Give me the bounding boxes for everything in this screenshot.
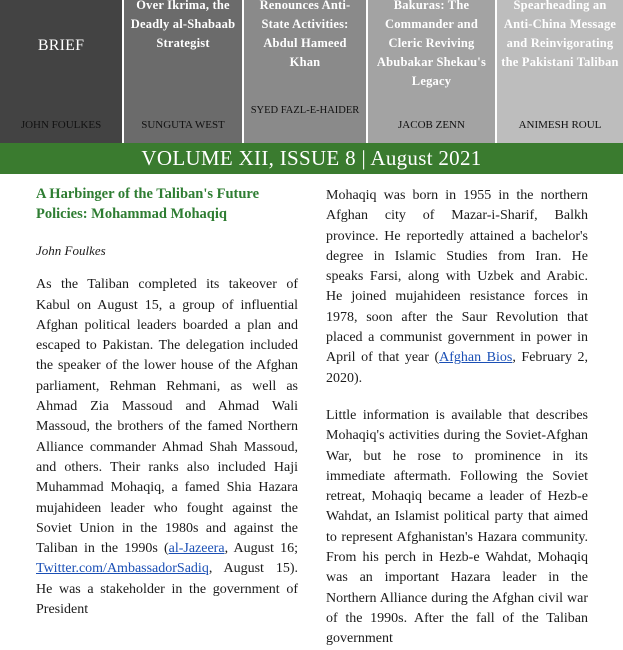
paragraph-text: Mohaqiq was born in 1955 in the northern Afghan city of Mazar-i-Sharif, Balkh province. He reportedly attained a bachelor's degree in Islamic Studies from Iran. He speaks Farsi, along with Uzbek and Arabic. He joined mujahideen resistance forces in 1978, soon after the Saur Revolution that placed a communist government in power in April of that year ( [326,188,588,366]
paragraph-gap [326,389,588,406]
paragraph-text: , August 16; [224,541,298,557]
source-link-afghan-bios[interactable]: Afghan Bios [439,350,513,366]
tile-abdul-hameed-khan[interactable] [244,0,366,143]
article-paragraph: Little information is available that describes Mohaqiq's activities during the Soviet-Afghan War, but he rose to prominence in its immediate aftermath. Following the Soviet retreat, Mohaqiq became a leader of Hezb-e Wahdat, an Islamist political party that aimed to represent Afghanistan's Hazara community. From his perch in Hezb-e Wahdat, Mohaqiq was an important Hazara leader in the Northern Alliance during the Afghan civil war of the 1990s. After the fall of the Taliban government [326,407,588,647]
volume-banner [0,143,623,174]
tile-bakuras[interactable] [368,0,495,143]
tile-author: JACOB ZENN [398,119,465,131]
tile-pakistani-taliban[interactable] [497,0,623,143]
tile-author: JOHN FOULKES [20,119,102,131]
article-paragraph [36,275,298,620]
source-link-twitter[interactable]: Twitter.com/AmbassadorSadiq [36,561,209,577]
volume-issue-label: VOLUME XII, ISSUE 8 | August 2021 [141,146,482,170]
tile-title: Renounces Anti-State Activities: Abdul Hameed Khan [259,0,351,69]
tile-title: BRIEF [37,37,85,54]
paragraph-text: , February 2, 2020). [326,350,588,386]
article-headline: A Harbinger of the Taliban's Future Policies: Mohammad Mohaqiq [36,186,260,222]
article-byline: John Foulkes [36,243,106,258]
source-link-al-jazeera[interactable]: al-Jazeera [168,541,225,557]
tile-author: SYED FAZL-E-HAIDER [250,105,360,116]
article-column-right [326,186,588,650]
tile-author: SUNGUTA WEST [141,119,225,131]
tile-title: Spearheading an Anti-China Message and Reinvigorating the Pakistani Taliban [501,0,619,69]
article-paragraph [326,186,588,389]
tile-ikrima[interactable] [124,0,242,143]
tile-brief[interactable] [0,0,122,143]
paragraph-text: As the Taliban completed its takeover of Kabul on August 15, a group of influential Afghan political leaders boarded a plan and escaped to Pakistan. The delegation included the speaker of the lower house of the Afghan parliament, Rehman Rehmani, as well as Ahmad Zia Massoud and Ahmad Wali Massoud, the brothers of the famed Northern Alliance commander Ahmad Shah Massoud, and others. Their ranks also included Haji Muhammad Mohaqiq, a famed Shia Hazara mujahideen leader who fought against the Soviet Union in the 1980s and against the Taliban in the 1990s ( [36,277,298,557]
tile-title: Over Ikrima, the Deadly al-Shabaab Strategist [130,0,236,50]
article-tiles-header [0,0,623,143]
paragraph-text: , August 15). He was a stakeholder in the government of President [36,561,298,618]
article-column-left [36,178,298,620]
tile-title: Bakuras: The Commander and Cleric Reviving Abubakar Shekau's Legacy [376,0,487,88]
tile-author: ANIMESH ROUL [518,119,602,131]
